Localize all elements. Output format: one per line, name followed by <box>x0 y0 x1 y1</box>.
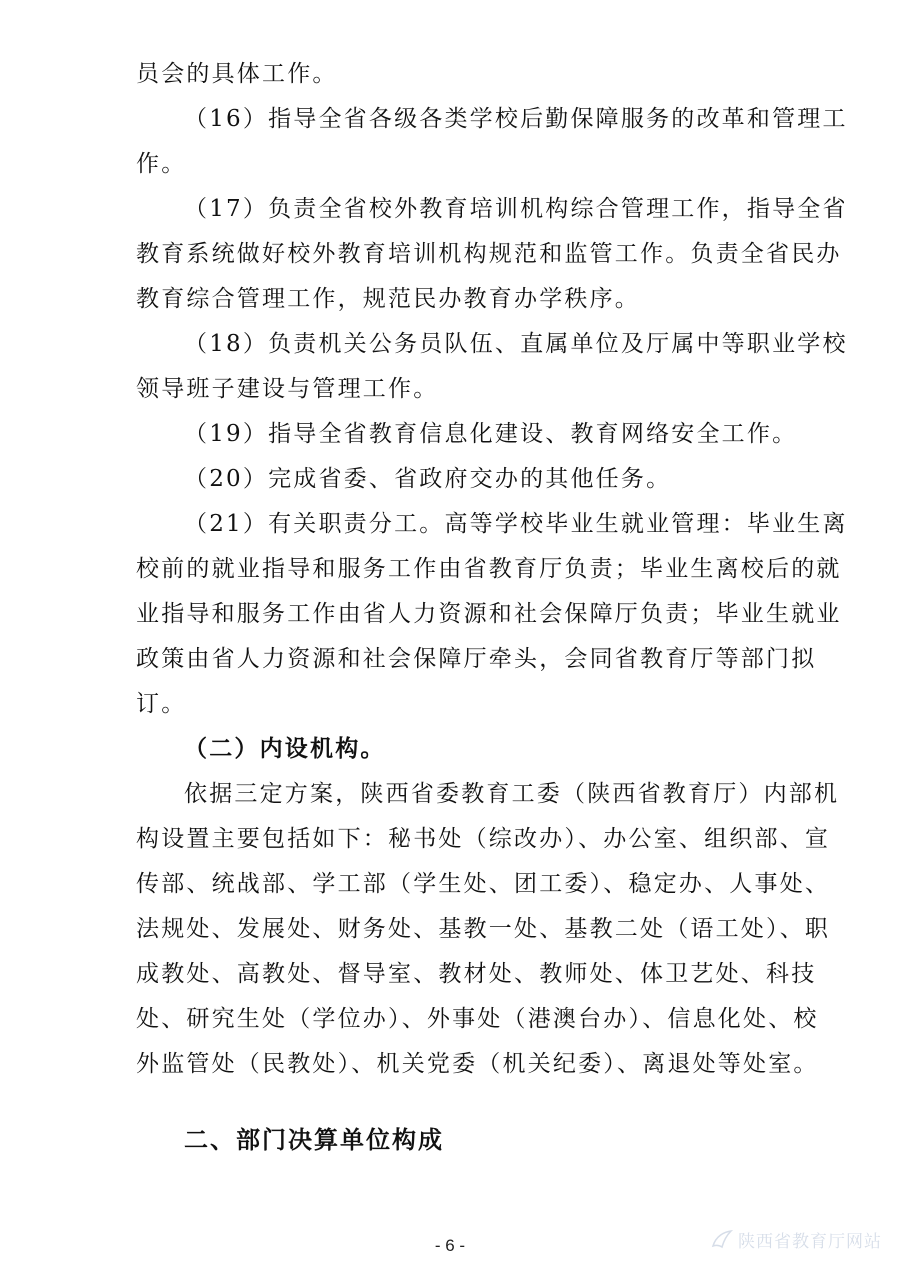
section-heading: 二、部门决算单位构成 <box>184 1126 444 1154</box>
text-line: 成教处、高教处、督导室、教材处、教师处、体卫艺处、科技 <box>136 961 817 987</box>
text-line: 校前的就业指导和服务工作由省教育厅负责；毕业生离校后的就 <box>136 556 842 582</box>
text-line: 传部、统战部、学工部（学生处、团工委）、稳定办、人事处、 <box>136 871 831 897</box>
text-line: 法规处、发展处、财务处、基教一处、基教二处（语工处）、职 <box>136 916 831 942</box>
subsection-heading: （二）内设机构。 <box>184 736 386 762</box>
text-line: （20）完成省委、省政府交办的其他任务。 <box>184 466 672 492</box>
text-line: （16）指导全省各级各类学校后勤保障服务的改革和管理工 <box>184 106 848 132</box>
text-line: 业指导和服务工作由省人力资源和社会保障厅负责；毕业生就业 <box>136 601 842 627</box>
text-line: 处、研究生处（学位办）、外事处（港澳台办）、信息化处、校 <box>136 1006 819 1032</box>
text-line: 作。 <box>136 151 187 177</box>
text-line: 员会的具体工作。 <box>136 61 338 87</box>
page-number: - 6 - <box>434 1236 466 1255</box>
text-line: （17）负责全省校外教育培训机构综合管理工作，指导全省 <box>184 196 848 222</box>
text-line: 构设置主要包括如下：秘书处（综改办）、办公室、组织部、宣 <box>136 826 831 852</box>
text-line: 领导班子建设与管理工作。 <box>136 376 439 402</box>
text-line: 教育综合管理工作，规范民办教育办学秩序。 <box>136 286 640 312</box>
body-text <box>136 52 848 1087</box>
text-line: （21）有关职责分工。高等学校毕业生就业管理：毕业生离 <box>184 511 848 537</box>
text-line: 订。 <box>136 691 187 717</box>
watermark: 陕西省教育厅网站 <box>738 1232 882 1252</box>
text-line: 教育系统做好校外教育培训机构规范和监管工作。负责全省民办 <box>136 241 842 267</box>
text-line: （19）指导全省教育信息化建设、教育网络安全工作。 <box>184 421 798 447</box>
text-line: 依据三定方案，陕西省委教育工委（陕西省教育厅）内部机 <box>184 781 840 807</box>
text-line: （18）负责机关公务员队伍、直属单位及厅属中等职业学校 <box>184 331 848 357</box>
text-line: 政策由省人力资源和社会保障厅牵头，会同省教育厅等部门拟 <box>136 646 817 672</box>
watermark-logo-icon <box>710 1228 734 1250</box>
text-line: 外监管处（民教处）、机关党委（机关纪委）、离退处等处室。 <box>136 1051 819 1077</box>
